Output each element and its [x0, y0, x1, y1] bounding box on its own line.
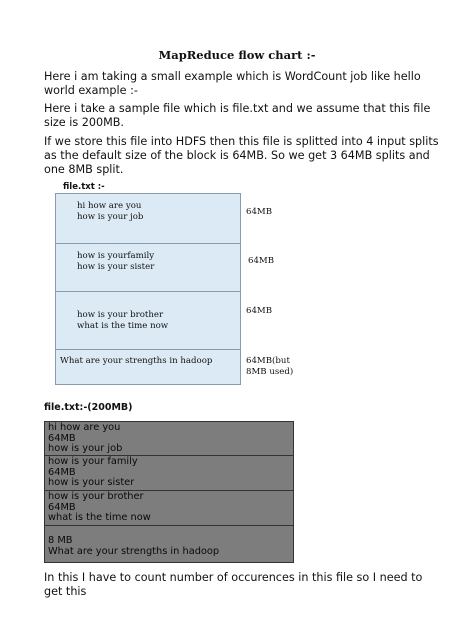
- split-4-size-line-1: 64MB(but: [246, 356, 290, 366]
- split-divider: [56, 291, 240, 292]
- split-2-line-2: how is your sister: [77, 262, 155, 272]
- gray-row-4-line-1: 8 MB: [48, 535, 73, 546]
- split-4-size: [246, 356, 293, 378]
- split-3-text: [77, 310, 168, 332]
- split-1-size: 64MB: [246, 207, 273, 217]
- gray-split-row: [44, 526, 294, 563]
- split-3-size: 64MB: [246, 306, 273, 316]
- split-4-line-1: What are your strengths in hadoop: [60, 356, 213, 366]
- blue-split-diagram: [55, 193, 241, 385]
- split-2-size: 64MB: [248, 256, 275, 266]
- gray-row-3-line-2: 64MB: [48, 501, 76, 513]
- gray-row-2-line-1: how is your family: [48, 456, 138, 467]
- gray-row-2-line-2: 64MB: [48, 466, 76, 478]
- intro-paragraph-1: Here i am taking a small example which is WordCount job like hello world example :-: [44, 70, 421, 97]
- gray-row-1-line-3: how is your job: [48, 443, 123, 454]
- split-1-line-1: hi how are you: [77, 201, 142, 211]
- split-1-text: [77, 201, 143, 223]
- split-1-line-2: how is your job: [77, 212, 144, 222]
- gray-split-row: [44, 456, 294, 491]
- intro-paragraph-3: If we store this file into HDFS then this file is splitted into 4 input splits as the default size of the block is 64MB. So we get 3 64MB splits and one 8MB split.: [44, 135, 439, 176]
- gray-row-2-line-3: how is your sister: [48, 477, 135, 488]
- gray-row-4-line-2: What are your strengths in hadoop: [48, 545, 220, 557]
- intro-paragraph-2: Here i take a sample file which is file.txt and we assume that this file size is 200MB.: [44, 102, 431, 129]
- gray-row-1-line-1: hi how are you: [48, 422, 121, 433]
- split-divider: [56, 349, 240, 350]
- gray-split-row: [44, 421, 294, 456]
- split-2-line-1: how is yourfamily: [77, 251, 155, 261]
- gray-diagram-label: file.txt:-(200MB): [44, 402, 133, 413]
- gray-split-table: [44, 421, 294, 563]
- split-2-text: [77, 251, 154, 273]
- split-4-size-line-2: 8MB used): [246, 367, 294, 377]
- page-title: MapReduce flow chart :-: [158, 48, 316, 62]
- split-divider: [56, 243, 240, 244]
- gray-row-3-line-1: how is your brother: [48, 491, 144, 502]
- blue-diagram-label: file.txt :-: [63, 182, 105, 192]
- split-4-text: [60, 356, 212, 367]
- gray-row-3-line-3: what is the time now: [48, 512, 151, 523]
- gray-row-1-line-2: 64MB: [48, 432, 76, 444]
- split-3-line-1: how is your brother: [77, 310, 164, 320]
- gray-split-row: [44, 491, 294, 526]
- split-3-line-2: what is the time now: [77, 321, 169, 331]
- footer-paragraph: In this I have to count number of occurences in this file so I need to get this: [44, 571, 423, 598]
